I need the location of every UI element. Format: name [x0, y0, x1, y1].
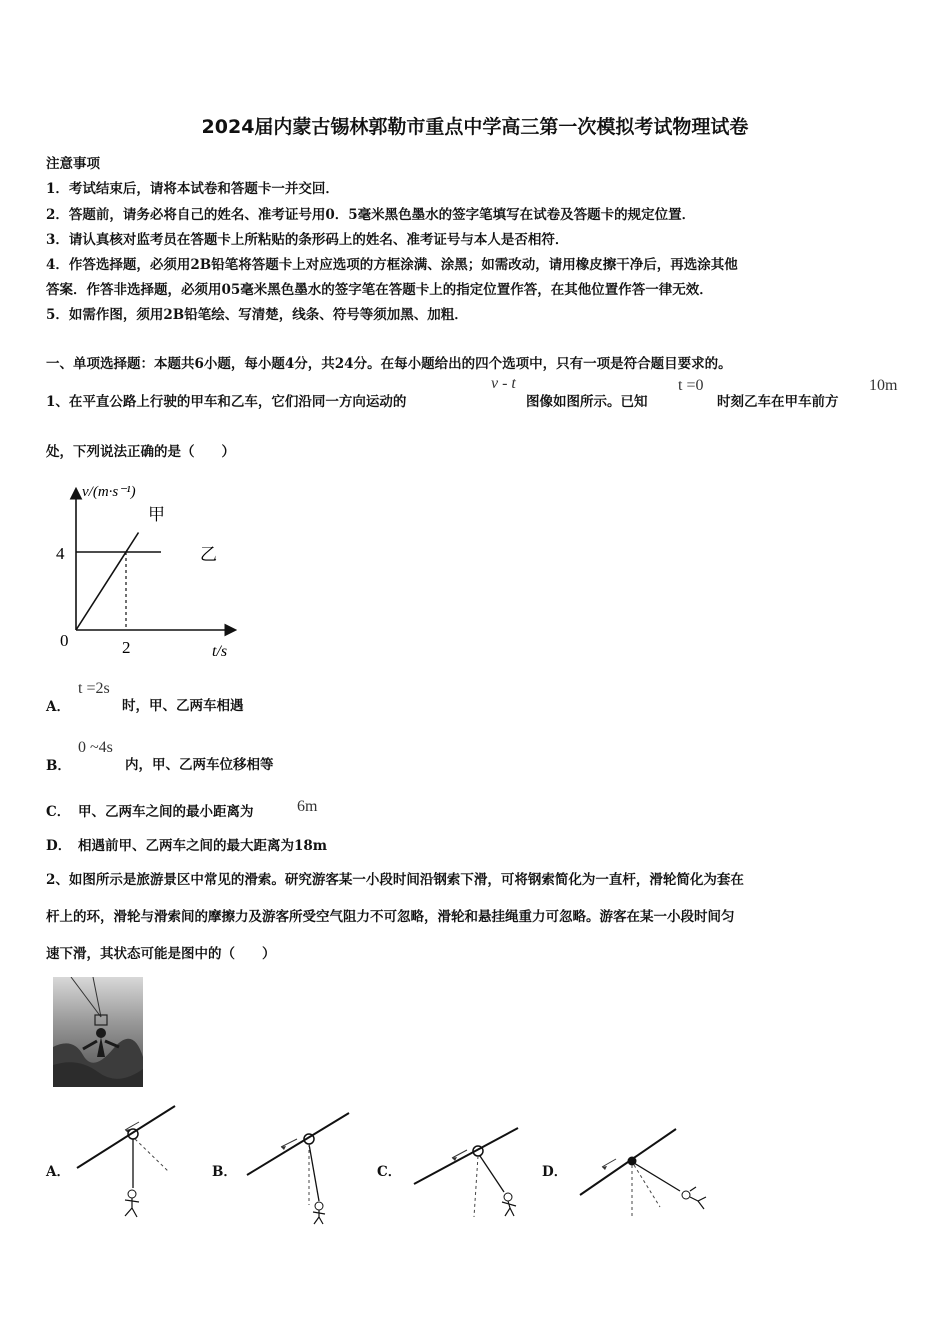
- q1-text-part1: 1、在平直公路上行驶的甲车和乙车，它们沿同一方向运动的: [46, 394, 407, 410]
- notice-item: 答案．作答非选择题，必须用05毫米黑色墨水的签字笔在答题卡上的指定位置作答，在其他位置作答一律无效．: [46, 282, 713, 298]
- zipline-photo: [53, 977, 143, 1087]
- q1-option-a-letter[interactable]: A．: [46, 699, 70, 715]
- q1-option-b-text: 内，甲、乙两车位移相等: [125, 757, 274, 773]
- q2-option-c-letter[interactable]: C．: [377, 1164, 402, 1180]
- q2-diagram-d: [578, 1125, 713, 1220]
- y-tick-label: 4: [56, 544, 65, 563]
- q2-diagram-a: [75, 1100, 180, 1225]
- q1-option-d-text: 相遇前甲、乙两车之间的最大距离为18m: [78, 838, 328, 854]
- q1-option-c-text: 甲、乙两车之间的最小距离为: [78, 804, 254, 820]
- q1-math-vt: v - t: [491, 375, 516, 392]
- q1-option-a-text: 时，甲、乙两车相遇: [122, 698, 244, 714]
- q2-diagram-c: [412, 1122, 522, 1222]
- line-jia: [76, 533, 139, 631]
- q2-text-line: 速下滑，其状态可能是图中的（ ）: [46, 946, 276, 962]
- q1-text-part2: 图像如图所示。已知: [526, 394, 648, 410]
- label-yi: 乙: [200, 545, 217, 564]
- x-tick-label: 2: [122, 638, 131, 657]
- notice-item: 2．答题前，请务必将自己的姓名、准考证号用0．5毫米黑色墨水的签字笔填写在试卷及答题卡的规定位置．: [46, 207, 696, 223]
- q1-math-10m: 10m: [869, 377, 898, 394]
- q2-option-d-letter[interactable]: D．: [542, 1164, 568, 1180]
- origin-label: 0: [60, 631, 69, 650]
- notice-item: 4．作答选择题，必须用2B铅笔将答题卡上对应选项的方框涂满、涂黑；如需改动，请用橡皮擦干净后，再选涂其他: [46, 257, 738, 273]
- q1-option-d-letter[interactable]: D．: [46, 838, 72, 854]
- label-jia: 甲: [148, 505, 165, 524]
- notice-heading: 注意事项: [46, 156, 100, 172]
- q1-text-part3: 时刻乙车在甲车前方: [717, 394, 839, 410]
- y-axis-label: v/(m·s⁻¹): [82, 484, 136, 500]
- q2-text-line: 杆上的环，滑轮与滑索间的摩擦力及游客所受空气阻力不可忽略，滑轮和悬挂绳重力可忽略。游客在某一小段时间匀: [46, 909, 735, 925]
- q2-diagram-b: [243, 1105, 353, 1225]
- q2-option-a-letter[interactable]: A．: [46, 1164, 70, 1180]
- q2-option-b-letter[interactable]: B．: [212, 1164, 237, 1180]
- q1-option-b-letter[interactable]: B．: [46, 758, 71, 774]
- section-heading: 一、单项选择题：本题共6小题，每小题4分，共24分。在每小题给出的四个选项中，只有一项是符合题目要求的。: [46, 356, 732, 372]
- notice-item: 5．如需作图，须用2B铅笔绘、写清楚，线条、符号等须加黑、加粗．: [46, 307, 468, 323]
- vt-graph: [50, 478, 250, 668]
- page-title: 2024届内蒙古锡林郭勒市重点中学高三第一次模拟考试物理试卷: [201, 116, 749, 138]
- q1-text-line2: 处，下列说法正确的是（ ）: [46, 444, 235, 460]
- q1-option-c-letter[interactable]: C．: [46, 804, 71, 820]
- notice-item: 1．考试结束后，请将本试卷和答题卡一并交回．: [46, 181, 339, 197]
- q1-option-c-math: 6m: [297, 798, 318, 815]
- x-axis-label: t/s: [212, 643, 228, 660]
- q1-option-a-math: t =2s: [78, 680, 110, 697]
- notice-item: 3．请认真核对监考员在答题卡上所粘贴的条形码上的姓名、准考证号与本人是否相符．: [46, 232, 569, 248]
- q1-option-b-math: 0 ~4s: [78, 739, 113, 756]
- q2-text-line: 2、如图所示是旅游景区中常见的滑索。研究游客某一小段时间沿钢索下滑，可将钢索简化为一直杆，滑轮简化为套在: [46, 872, 744, 888]
- q1-math-t0: t =0: [678, 377, 704, 394]
